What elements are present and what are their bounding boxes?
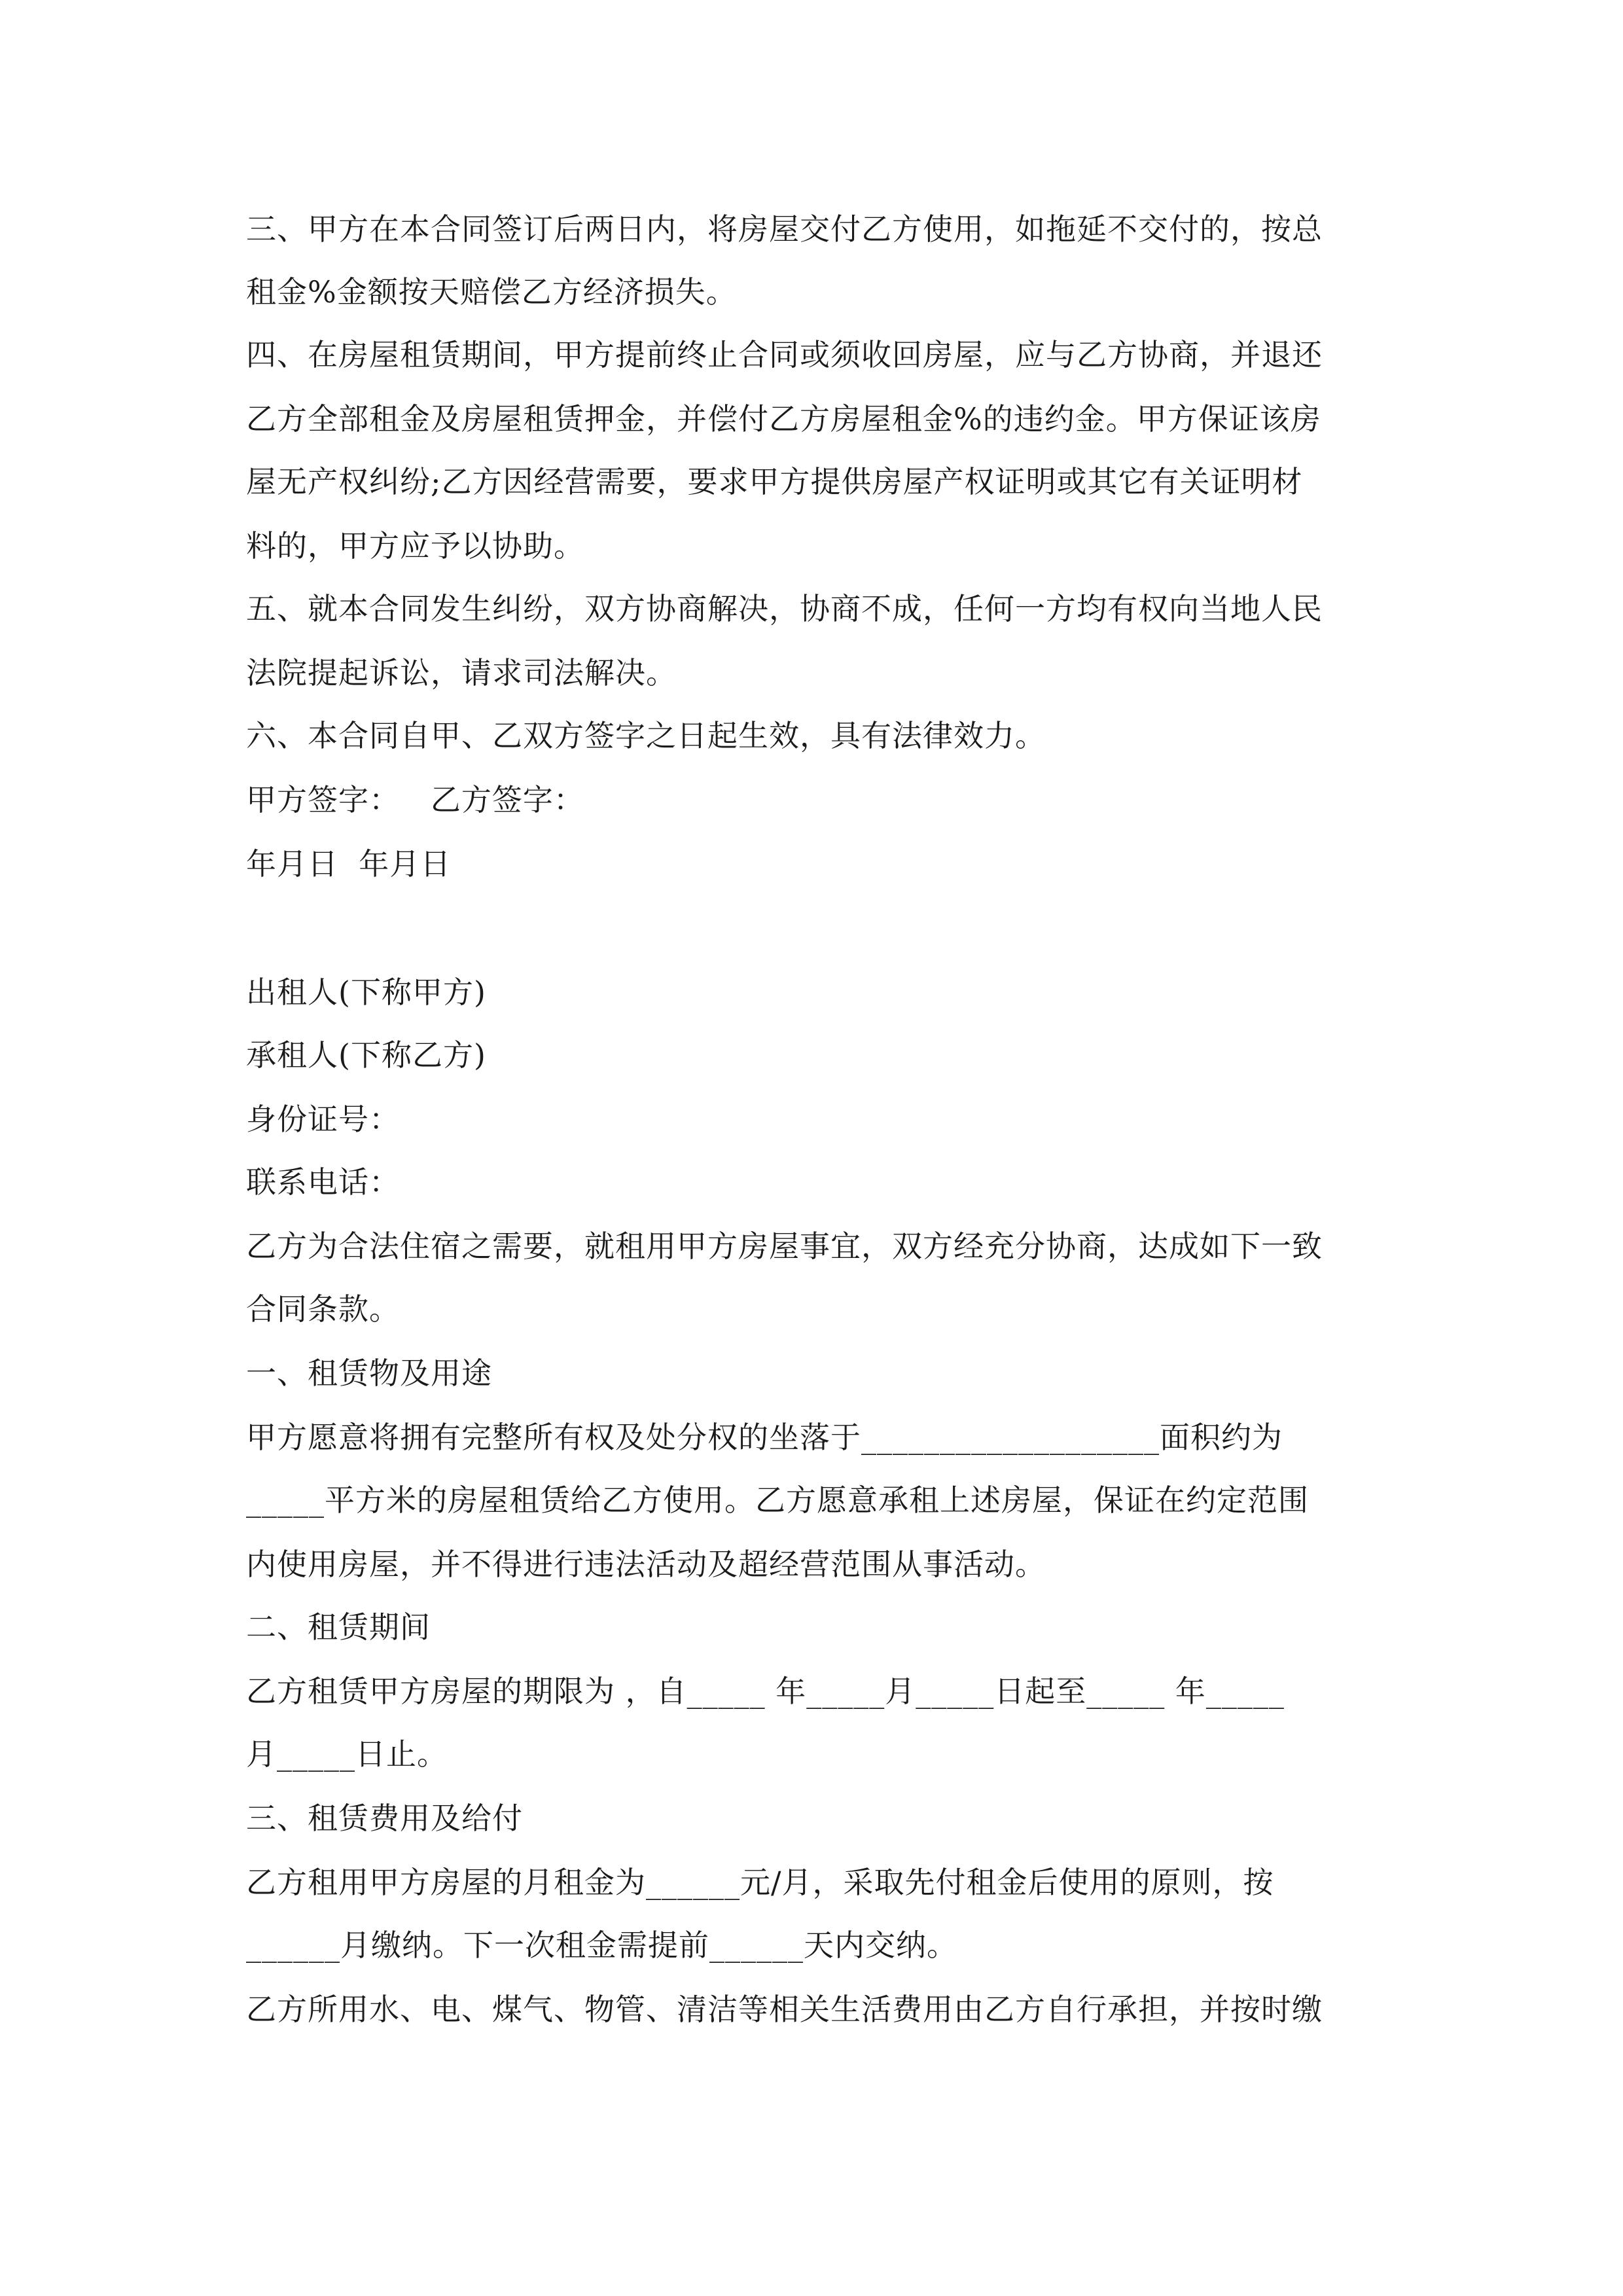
paragraph-line: 五、就本合同发生纠纷，双方协商解决，协商不成，任何一方均有权向当地人民 [246,591,1323,626]
section-heading: 二、租赁期间 [246,1609,431,1645]
lessor-label: 出租人(下称甲方) [246,975,486,1010]
paragraph-line: 屋无产权纠纷;乙方因经营需要，要求甲方提供房屋产权证明或其它有关证明材 [246,464,1303,499]
paragraph-line: 月_____日止。 [246,1736,448,1772]
phone-label: 联系电话： [246,1164,400,1200]
paragraph-line: 四、在房屋租赁期间，甲方提前终止合同或须收回房屋，应与乙方协商，并退还 [246,337,1323,372]
paragraph-line: 乙方为合法住宿之需要，就租用甲方房屋事宜，双方经充分协商，达成如下一致 [246,1229,1323,1264]
date-line: 年月日 年月日 [246,846,452,882]
paragraph-line: 乙方租用甲方房屋的月租金为______元/月，采取先付租金后使用的原则，按 [246,1865,1274,1900]
paragraph-line: _____平方米的房屋租赁给乙方使用。乙方愿意承租上述房屋，保证在约定范围 [246,1482,1309,1518]
paragraph-line: 合同条款。 [246,1291,400,1327]
paragraph-line: 内使用房屋，并不得进行违法活动及超经营范围从事活动。 [246,1547,1046,1582]
id-number-label: 身份证号： [246,1102,400,1137]
signature-line: 甲方签字： 乙方签字： [246,782,584,817]
paragraph-line: 法院提起诉讼，请求司法解决。 [246,655,677,691]
section-heading: 三、租赁费用及给付 [246,1801,523,1836]
paragraph-line: 料的，甲方应予以协助。 [246,528,584,564]
paragraph-line: 乙方全部租金及房屋租赁押金，并偿付乙方房屋租金%的违约金。甲方保证该房 [246,401,1321,437]
paragraph-line: 乙方所用水、电、煤气、物管、清洁等相关生活费用由乙方自行承担，并按时缴 [246,1992,1323,2027]
paragraph-line: 三、甲方在本合同签订后两日内，将房屋交付乙方使用，如拖延不交付的，按总 [246,211,1323,247]
paragraph-line: ______月缴纳。下一次租金需提前______天内交纳。 [246,1928,957,1963]
lessee-label: 承租人(下称乙方) [246,1037,486,1073]
section-heading: 一、租赁物及用途 [246,1355,492,1391]
paragraph-line: 六、本合同自甲、乙双方签字之日起生效，具有法律效力。 [246,718,1046,753]
paragraph-line: 租金%金额按天赔偿乙方经济损失。 [246,274,737,310]
paragraph-line: 乙方租赁甲方房屋的期限为 ，自_____ 年_____月_____日起至_____ 年_____ [246,1674,1285,1709]
paragraph-line: 甲方愿意将拥有完整所有权及处分权的坐落于___________________面积约为 [246,1420,1283,1455]
